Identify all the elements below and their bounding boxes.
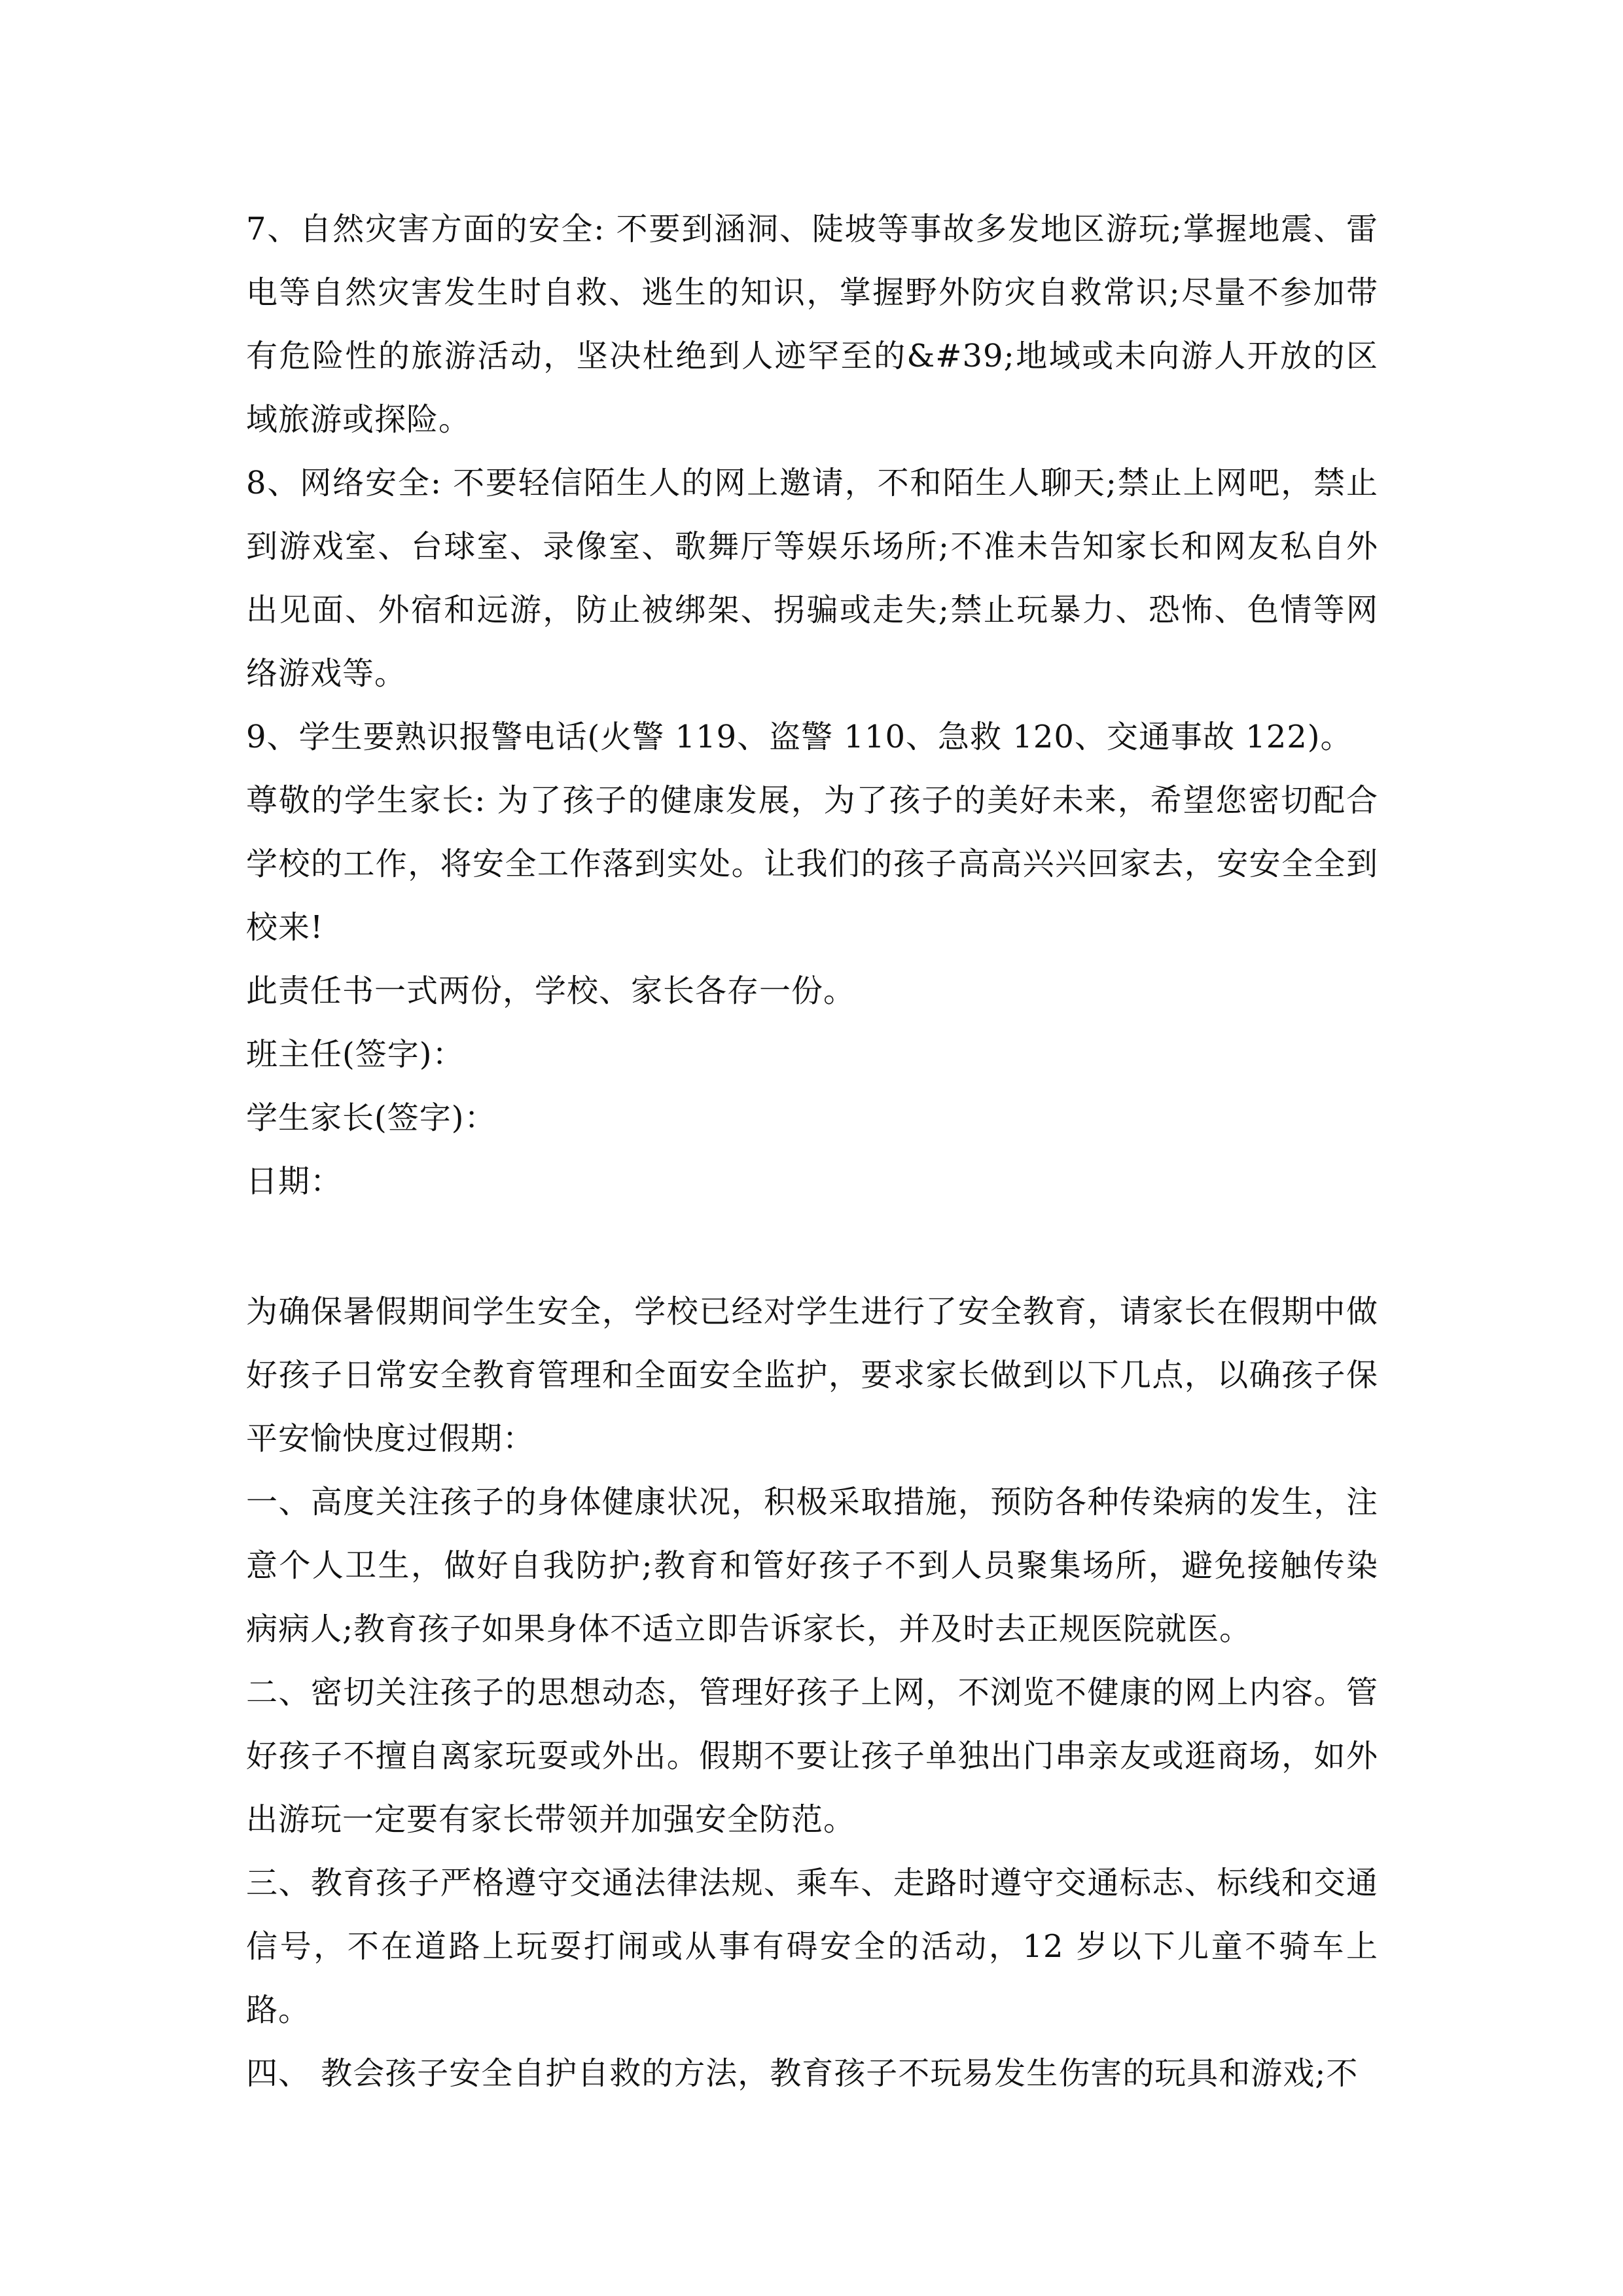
teacher-signature-line: 班主任(签字)：: [246, 1036, 465, 1073]
date-line: 日期：: [246, 1163, 343, 1200]
paragraph-network-safety: 8、网络安全: 不要轻信陌生人的网上邀请，不和陌生人聊天;禁止上网吧，禁止到游戏室、台球室、录像室、歌舞厅等娱乐场所;不准未告知家长和网友私自外出见面、外宿和远游，防止被绑架、拐骗或走失;禁止玩暴力、恐怖、色情等网络游戏等。: [246, 465, 1378, 692]
paragraph-natural-disaster-safety: 7、自然灾害方面的安全: 不要到涵洞、陡坡等事故多发地区游玩;掌握地震、雷电等自然灾害发生时自救、逃生的知识，掌握野外防灾自救常识;尽量不参加带有危险性的旅游活动，坚决杜绝到人迹罕至的&#39;地域或未向游人开放的区域旅游或探险。: [246, 211, 1378, 438]
paragraph-copies-note: 此责任书一式两份，学校、家长各存一份。: [246, 973, 856, 1009]
paragraph-point-three: 三、教育孩子严格遵守交通法律法规、乘车、走路时遵守交通标志、标线和交通信号，不在道路上玩耍打闹或从事有碍安全的活动，12 岁以下儿童不骑车上路。: [246, 1865, 1378, 2028]
paragraph-point-one: 一、高度关注孩子的身体健康状况，积极采取措施，预防各种传染病的发生，注意个人卫生，做好自我防护;教育和管好孩子不到人员聚集场所，避免接触传染病病人;教育孩子如果身体不适立即告诉家长，并及时去正规医院就医。: [246, 1484, 1378, 1647]
paragraph-emergency-numbers: 9、学生要熟识报警电话(火警 119、盗警 110、急救 120、交通事故 122)。: [246, 719, 1353, 755]
parent-signature-line: 学生家长(签字)：: [246, 1100, 497, 1136]
paragraph-summer-intro: 为确保暑假期间学生安全，学校已经对学生进行了安全教育，请家长在假期中做好孩子日常安全教育管理和全面安全监护，要求家长做到以下几点，以确孩子保平安愉快度过假期：: [246, 1293, 1378, 1457]
paragraph-point-four: 四、 教会孩子安全自护自救的方法，教育孩子不玩易发生伤害的玩具和游戏;不: [246, 2055, 1359, 2092]
bottom-text-section: [246, 1280, 1378, 2106]
paragraph-point-two: 二、密切关注孩子的思想动态，管理好孩子上网，不浏览不健康的网上内容。管好孩子不擅自离家玩耍或外出。假期不要让孩子单独出门串亲友或逛商场，如外出游玩一定要有家长带领并加强安全防范。: [246, 1674, 1378, 1838]
top-text-section: [246, 198, 1378, 1213]
paragraph-parent-address: 尊敬的学生家长: 为了孩子的健康发展，为了孩子的美好未来，希望您密切配合学校的工作，将安全工作落到实处。让我们的孩子高高兴兴回家去，安安全全到校来!: [246, 782, 1378, 946]
